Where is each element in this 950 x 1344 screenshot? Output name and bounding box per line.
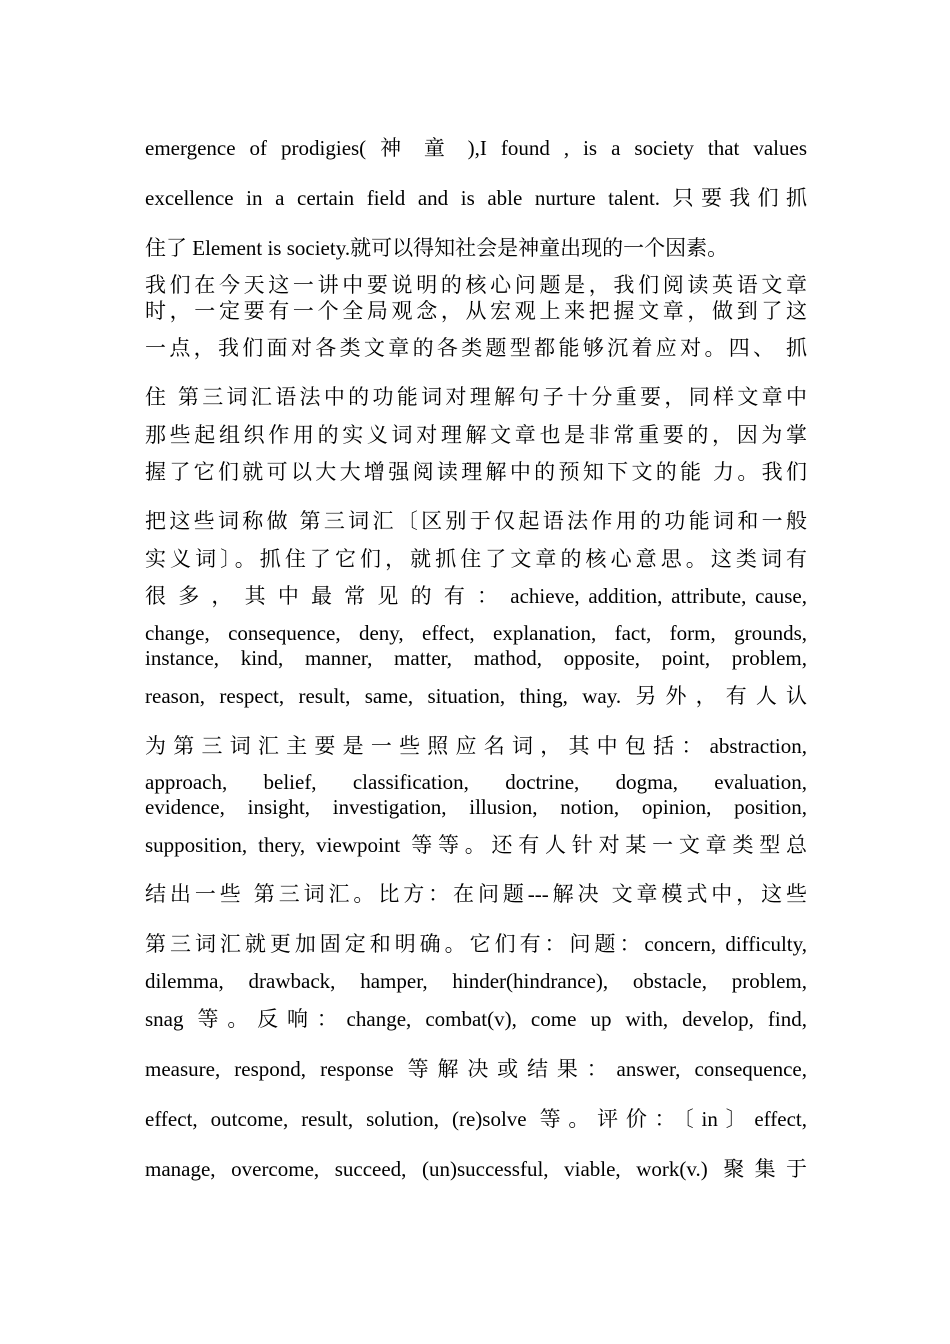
text-line: measure, respond, response 等解决或结果：answer, consequence, (145, 1057, 807, 1081)
text-line: approach, belief, classification, doctrine, dogma, evaluation, (145, 770, 807, 794)
text-line: instance, kind, manner, matter, mathod, opposite, point, problem, (145, 646, 807, 670)
text-line: 我们在今天这一讲中要说明的核心问题是，我们阅读英语文章 (145, 273, 807, 297)
text-line: 那些起组织作用的实义词对理解文章也是非常重要的，因为掌 (145, 423, 807, 447)
text-line: 为第三词汇主要是一些照应名词，其中包括：abstraction, (145, 734, 807, 758)
text-line: manage, overcome, succeed, (un)successful, viable, work(v.) 聚集于 (145, 1157, 807, 1181)
text-line: 握了它们就可以大大增强阅读理解中的预知下文的能 力。我们 (145, 460, 807, 484)
text-line: 住了 Element is society.就可以得知社会是神童出现的一个因素。 (145, 236, 729, 260)
text-line: effect, outcome, result, solution, (re)solve 等。评价：〔in〕effect, (145, 1107, 807, 1131)
text-line: evidence, insight, investigation, illusion, notion, opinion, position, (145, 795, 807, 819)
text-line: emergence of prodigies( 神 童 ),I found , is a society that values (145, 136, 807, 160)
text-line: 把这些词称做 第三词汇〔区别于仅起语法作用的功能词和一般 (145, 509, 807, 533)
text-line: reason, respect, result, same, situation, thing, way. 另外，有人认 (145, 684, 807, 708)
text-line: 时，一定要有一个全局观念，从宏观上来把握文章，做到了这 (145, 299, 807, 323)
text-line: supposition, thery, viewpoint 等等。还有人针对某一文章类型总 (145, 833, 807, 857)
text-line: snag 等。反响：change, combat(v), come up with, develop, find, (145, 1007, 807, 1031)
text-line: 实义词〕。抓住了它们，就抓住了文章的核心意思。这类词有 (145, 547, 807, 571)
text-line: 结出一些 第三词汇。比方：在问题---解决 文章模式中，这些 (145, 882, 807, 906)
text-line: dilemma, drawback, hamper, hinder(hindrance), obstacle, problem, (145, 969, 807, 993)
text-line: excellence in a certain field and is able nurture talent. 只要我们抓 (145, 186, 807, 210)
text-line: 第三词汇就更加固定和明确。它们有：问题：concern, difficulty, (145, 932, 807, 956)
text-line: change, consequence, deny, effect, explanation, fact, form, grounds, (145, 621, 807, 645)
text-line: 很 多 ， 其 中 最 常 见 的 有 ： achieve, addition, attribute, cause, (145, 584, 807, 608)
text-line: 一点，我们面对各类文章的各类题型都能够沉着应对。四、 抓 (145, 336, 807, 360)
text-line: 住 第三词汇语法中的功能词对理解句子十分重要，同样文章中 (145, 385, 807, 409)
